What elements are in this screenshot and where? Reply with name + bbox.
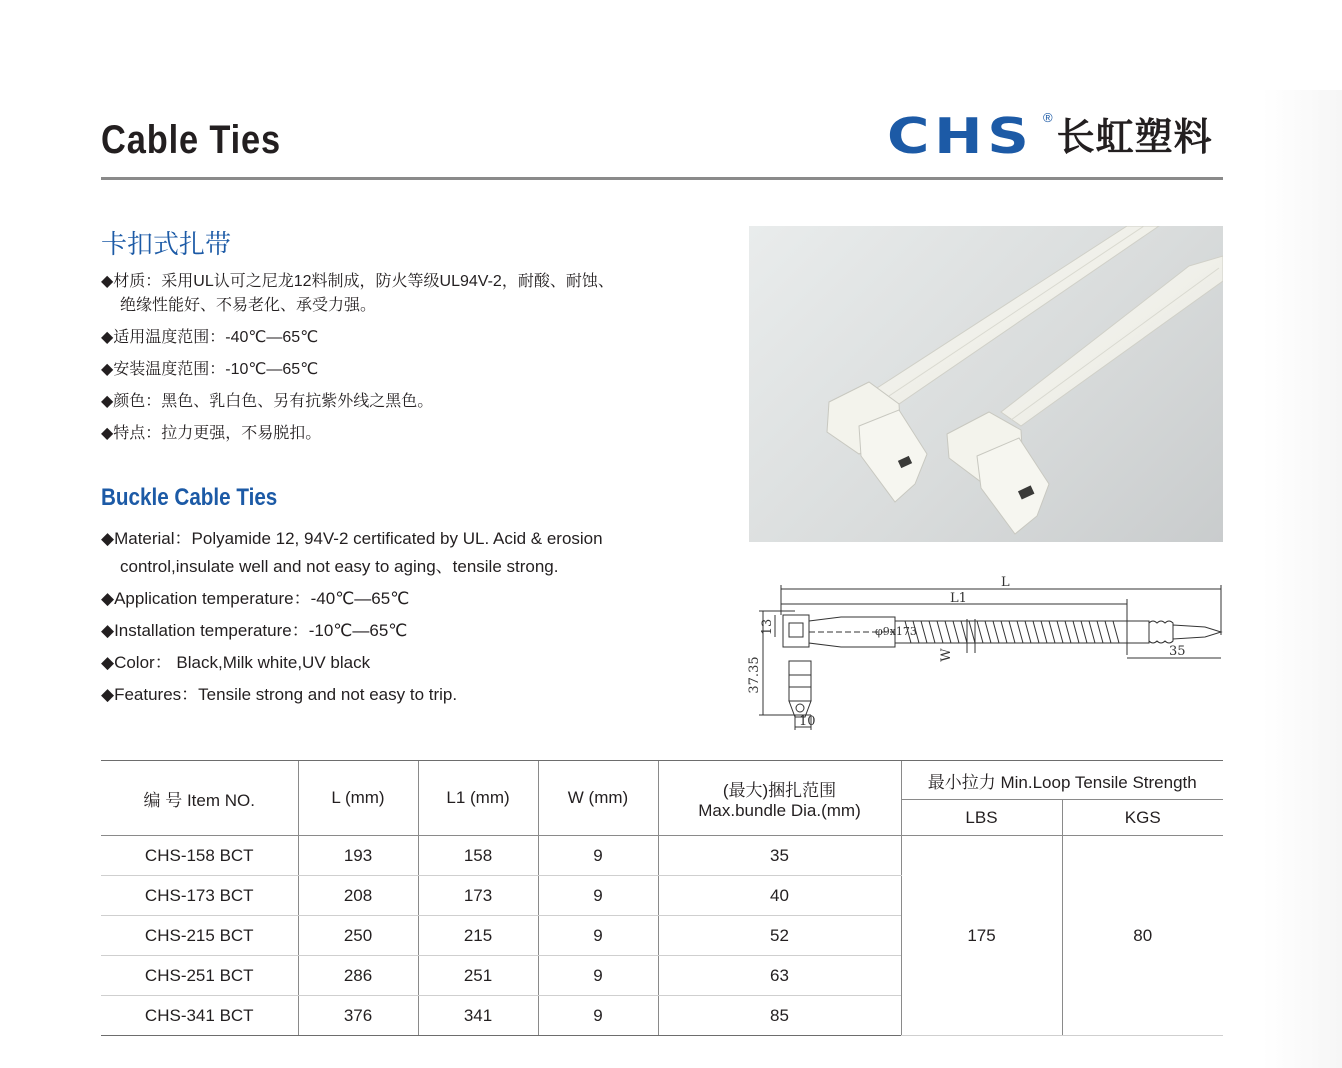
table-row [101, 836, 1223, 876]
chinese-section-heading: 卡扣式扎带 [101, 229, 232, 259]
item-text: ◆Features：Tensile strong and not easy to trip. [101, 685, 458, 704]
cell-dia: 85 [658, 996, 901, 1036]
cell-L1: 173 [418, 876, 538, 916]
list-item [101, 422, 731, 446]
cell-W: 9 [538, 996, 658, 1036]
english-section-heading: Buckle Cable Ties [101, 484, 278, 511]
item-text: ◆材质：采用UL认可之尼龙12料制成，防火等级UL94V-2，耐酸、耐蚀、 [101, 273, 614, 290]
cell-item: CHS-158 BCT [101, 836, 298, 876]
cell-L1: 251 [418, 956, 538, 996]
technical-drawing [745, 575, 1225, 735]
cell-dia: 63 [658, 956, 901, 996]
cell-L: 286 [298, 956, 418, 996]
dim-label-13: 13 [760, 618, 775, 636]
dim-label-L: L [1001, 575, 1010, 590]
dim-label-phi: φ9x173 [875, 625, 917, 638]
item-text-continued: 绝缘性能好、不易老化、承受力强。 [120, 297, 377, 314]
chinese-feature-list [101, 270, 731, 454]
cell-L1: 215 [418, 916, 538, 956]
list-item [101, 681, 741, 709]
item-text: ◆Color： Black,Milk white,UV black [101, 653, 371, 672]
list-item [101, 525, 741, 581]
cell-dia: 52 [658, 916, 901, 956]
item-text: ◆适用温度范围：-40℃—65℃ [101, 329, 319, 346]
cable-tie-right [947, 256, 1223, 534]
cell-W: 9 [538, 836, 658, 876]
cell-L: 250 [298, 916, 418, 956]
cell-W: 9 [538, 876, 658, 916]
item-text-continued: control,insulate well and not easy to aging、tensile strong. [120, 557, 559, 576]
header-tensile-strength: 最小拉力 Min.Loop Tensile Strength [901, 761, 1223, 800]
dim-label-35: 35 [1169, 644, 1186, 659]
item-text: ◆颜色：黑色、乳白色、另有抗紫外线之黑色。 [101, 393, 434, 410]
list-item [101, 270, 731, 318]
list-item [101, 649, 741, 677]
cell-dia: 40 [658, 876, 901, 916]
header-L1: L1 (mm) [418, 761, 538, 836]
english-feature-list [101, 525, 741, 713]
spec-table [101, 760, 1223, 1036]
cell-kgs: 80 [1062, 836, 1223, 1036]
item-text: ◆Installation temperature：-10℃—65℃ [101, 621, 408, 640]
header-L: L (mm) [298, 761, 418, 836]
dim-label-10: 10 [799, 714, 816, 729]
list-item [101, 358, 731, 382]
cell-item: CHS-251 BCT [101, 956, 298, 996]
brand-logo [887, 108, 1213, 165]
cell-L: 376 [298, 996, 418, 1036]
strap-serrations [905, 621, 1119, 643]
list-item [101, 585, 741, 613]
item-text: ◆安装温度范围：-10℃—65℃ [101, 361, 319, 378]
dim-label-W: W [939, 648, 954, 662]
header-lbs: LBS [901, 800, 1062, 836]
page-title: Cable Ties [101, 118, 282, 162]
list-item [101, 617, 741, 645]
list-item [101, 390, 731, 414]
header-bundle-dia-cn: (最大)捆扎范围 [722, 780, 837, 800]
header-divider [101, 177, 1223, 180]
cell-L1: 158 [418, 836, 538, 876]
cell-lbs: 175 [901, 836, 1062, 1036]
cell-L: 193 [298, 836, 418, 876]
cell-item: CHS-341 BCT [101, 996, 298, 1036]
header-W: W (mm) [538, 761, 658, 836]
cell-L1: 341 [418, 996, 538, 1036]
logo-chinese-name: 长虹塑料 [1056, 115, 1213, 159]
cell-dia: 35 [658, 836, 901, 876]
page-edge-shadow [1262, 90, 1342, 1068]
item-text: ◆特点：拉力更强，不易脱扣。 [101, 425, 322, 442]
cell-item: CHS-173 BCT [101, 876, 298, 916]
list-item [101, 326, 731, 350]
header-item-no: 编 号 Item NO. [101, 761, 298, 836]
logo-mark: CHS [887, 108, 1034, 165]
header-bundle-dia [658, 761, 901, 836]
cell-W: 9 [538, 956, 658, 996]
cable-ties-illustration [749, 226, 1223, 542]
item-text: ◆Application temperature：-40℃—65℃ [101, 589, 410, 608]
dim-label-37-35: 37.35 [747, 656, 762, 694]
cell-item: CHS-215 BCT [101, 916, 298, 956]
product-photo [749, 226, 1223, 542]
header-bundle-dia-en: Max.bundle Dia.(mm) [698, 800, 861, 820]
header-kgs: KGS [1062, 800, 1223, 836]
dim-label-L1: L1 [950, 591, 967, 606]
cell-W: 9 [538, 916, 658, 956]
item-text: ◆Material：Polyamide 12, 94V-2 certificated by UL. Acid & erosion [101, 529, 603, 548]
cell-L: 208 [298, 876, 418, 916]
registered-mark: ® [1043, 110, 1053, 125]
